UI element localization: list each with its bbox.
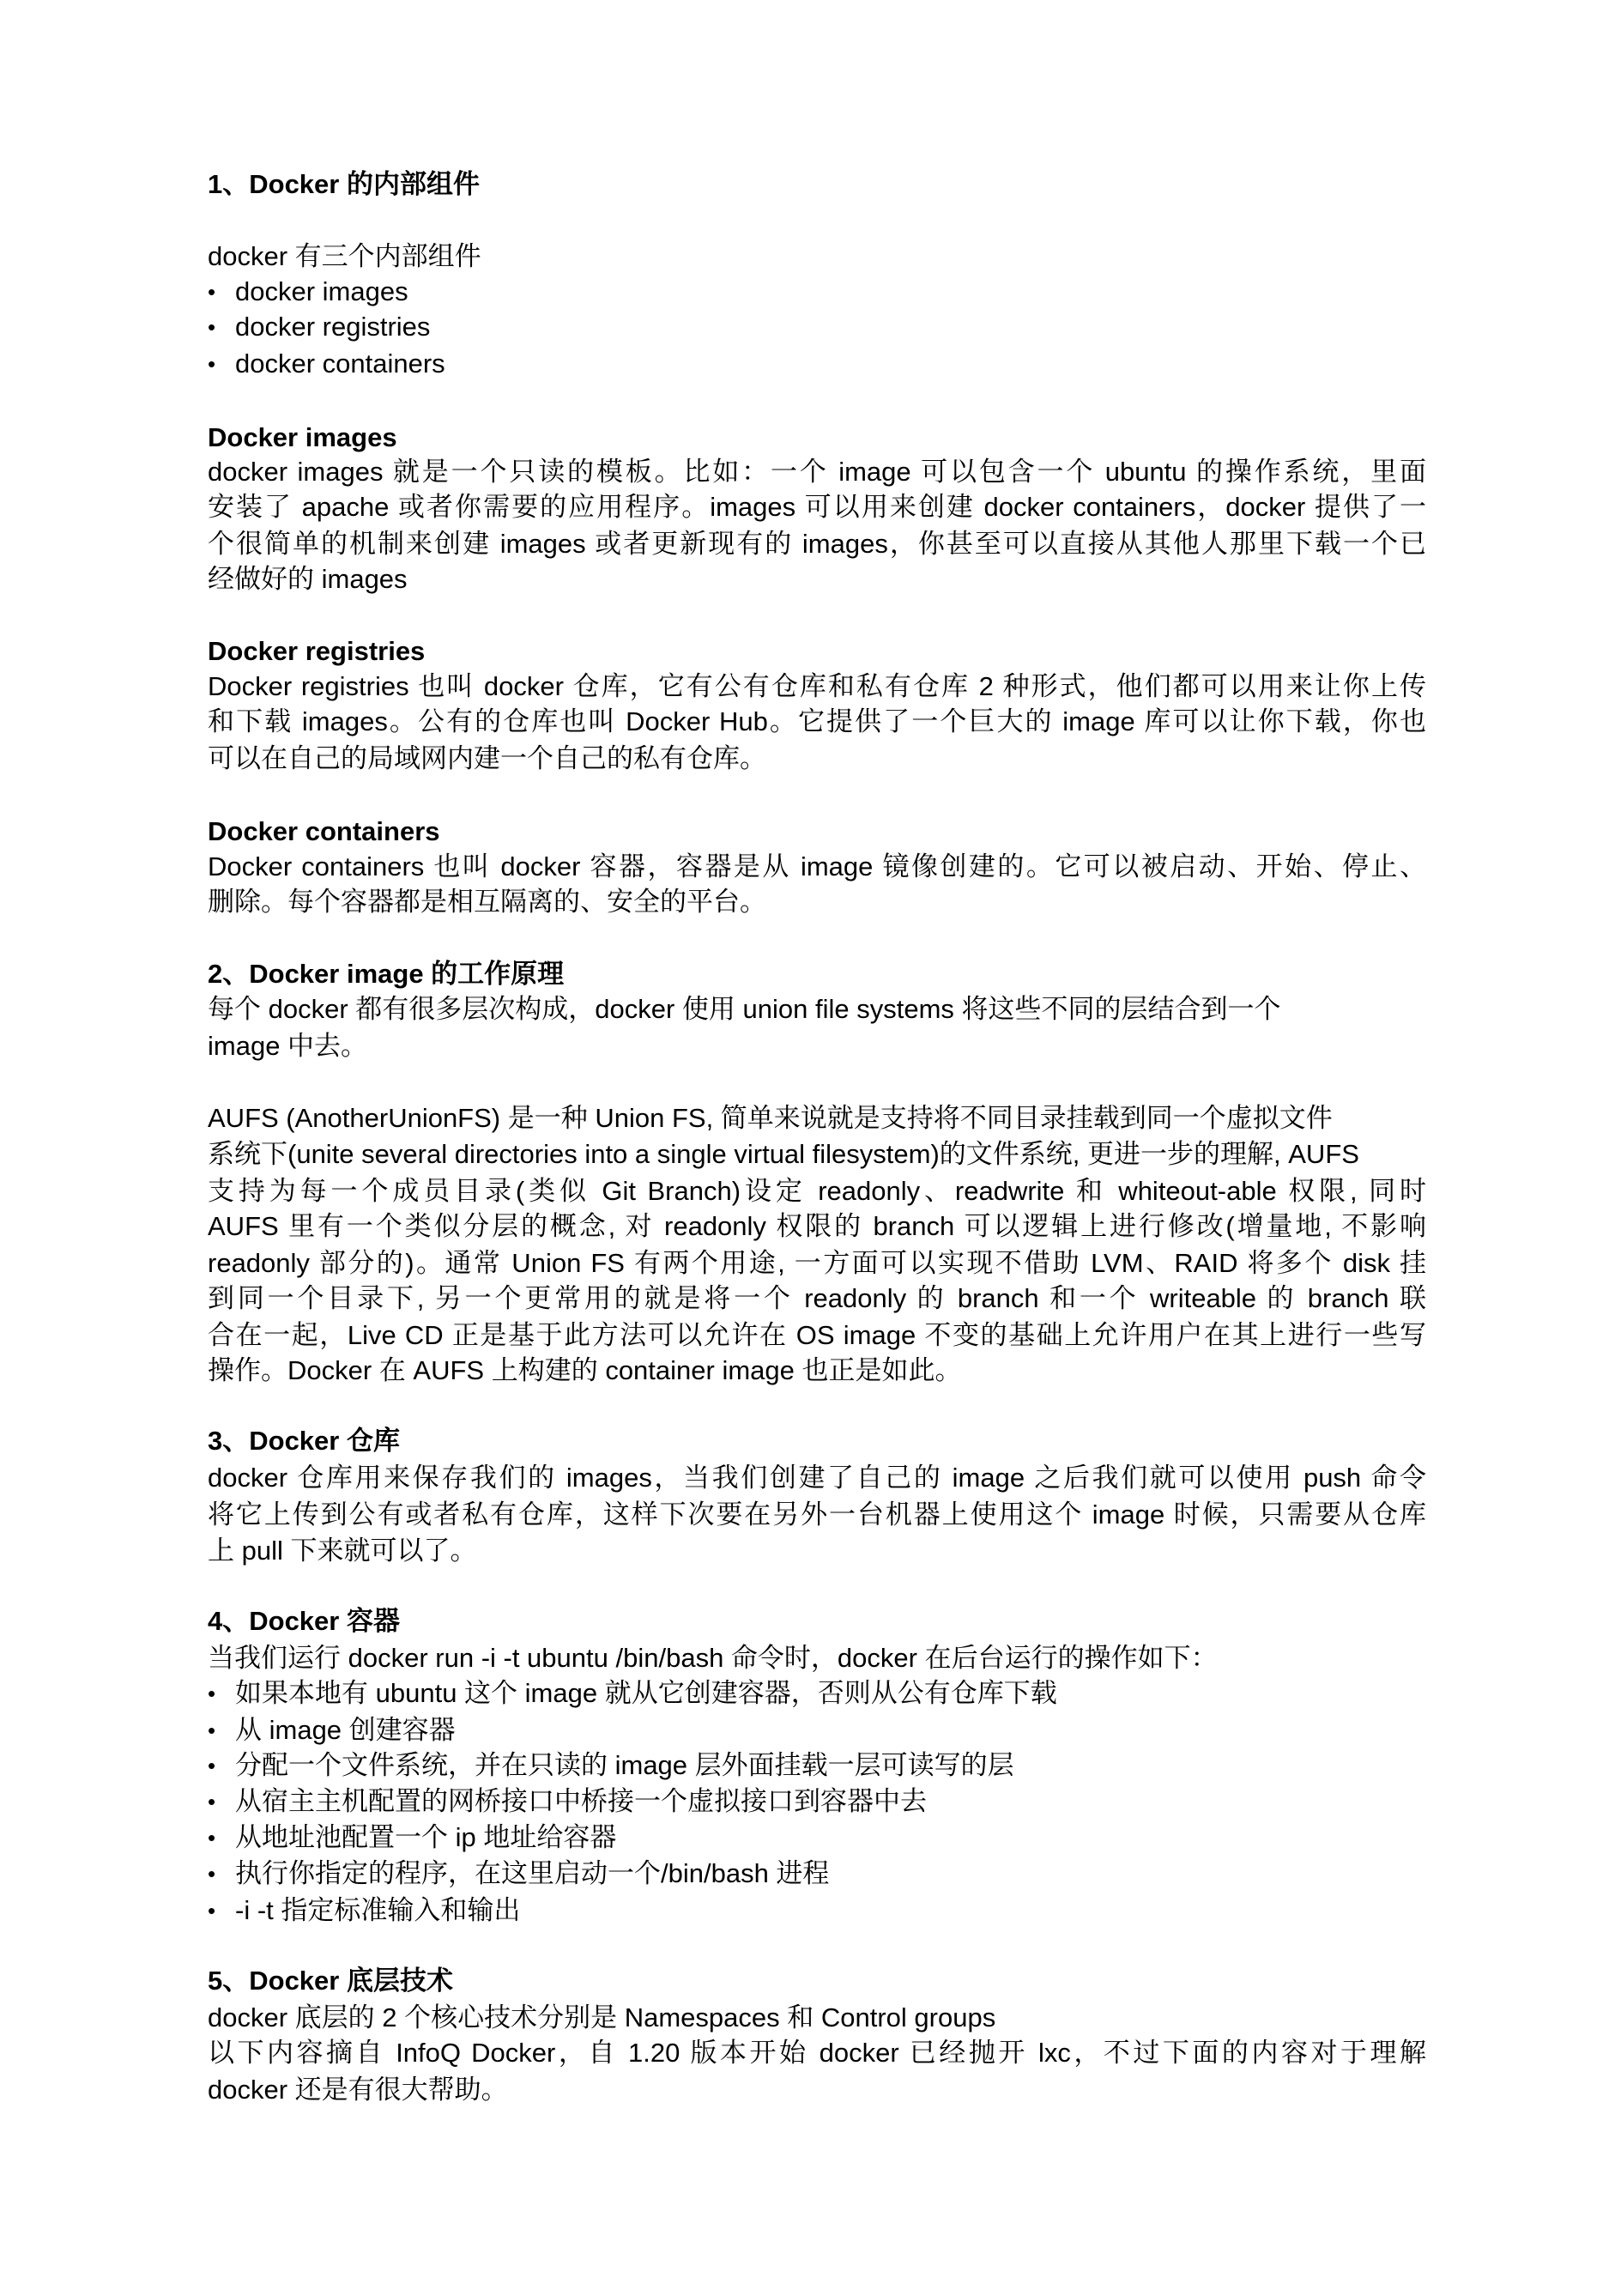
bullet-icon: •	[208, 1825, 216, 1851]
paragraph-line	[208, 561, 1426, 597]
line-text: docker 底层的 2 个核心技术分别是 Namespaces 和 Control groups	[208, 2002, 996, 2032]
paragraph-line	[208, 1353, 1426, 1389]
paragraph-line	[208, 1318, 1426, 1354]
bullet-item	[208, 1820, 1426, 1856]
line-text: 安装了 apache 或者你需要的应用程序。images 可以用来创建 docker containers，docker 提供了一	[208, 492, 1426, 522]
bullet-icon: •	[208, 1681, 216, 1706]
line-text: docker 还是有很大帮助。	[208, 2075, 508, 2105]
line-text: 可以在自己的局域网内建一个自己的私有仓库。	[208, 743, 766, 773]
line-text: 支持为每一个成员目录(类似 Git Branch)设定 readonly、readwrite 和 whiteout-able 权限, 同时	[208, 1176, 1426, 1206]
section-heading	[208, 167, 1426, 203]
bullet-item	[208, 1748, 1426, 1784]
paragraph-line	[208, 489, 1426, 525]
line-text: -i -t 指定标准输入和输出	[235, 1895, 521, 1925]
line-text: 当我们运行 docker run -i -t ubuntu /bin/bash 命令时，docker 在后台运行的操作如下：	[208, 1643, 1218, 1673]
bullet-item	[208, 1856, 1426, 1892]
paragraph-line	[208, 704, 1426, 740]
section-heading	[208, 633, 1426, 669]
paragraph-line	[208, 2000, 1426, 2036]
paragraph-line	[208, 1245, 1426, 1281]
line-text: readonly 部分的)。通常 Union FS 有两个用途, 一方面可以实现不借助 LVM、RAID 将多个 disk 挂	[208, 1248, 1426, 1278]
line-text: 和下载 images。公有的仓库也叫 Docker Hub。它提供了一个巨大的 image 库可以让你下载，你也	[208, 706, 1426, 736]
line-text: AUFS (AnotherUnionFS) 是一种 Union FS, 简单来说就是支持将不同目录挂载到同一个虚拟文件	[208, 1103, 1333, 1133]
line-text: 5、Docker 底层技术	[208, 1966, 453, 1996]
line-text: 3、Docker 仓库	[208, 1426, 400, 1456]
line-text: 系统下(unite several directories into a single virtual filesystem)的文件系统, 更进一步的理解, AUFS	[208, 1139, 1359, 1169]
paragraph-line	[208, 1533, 1426, 1569]
paragraph-line	[208, 239, 1426, 275]
bullet-item	[208, 1784, 1426, 1820]
bullet-item	[208, 309, 1426, 345]
section-heading	[208, 1603, 1426, 1639]
line-text: 1、Docker 的内部组件	[208, 169, 480, 199]
line-text: 操作。Docker 在 AUFS 上构建的 container image 也正是如此。	[208, 1355, 962, 1385]
line-text: 将它上传到公有或者私有仓库，这样下次要在另外一台机器上使用这个 image 时候，只需要从仓库	[208, 1499, 1426, 1530]
line-text: Docker images	[208, 422, 397, 452]
paragraph-line	[208, 1100, 1426, 1136]
line-text: 2、Docker image 的工作原理	[208, 959, 565, 989]
line-text: docker images	[235, 276, 408, 306]
line-text: docker images 就是一个只读的模板。比如：一个 image 可以包含一个 ubuntu 的操作系统，里面	[208, 457, 1426, 487]
bullet-icon: •	[208, 1861, 216, 1887]
paragraph-line	[208, 1209, 1426, 1245]
paragraph-line	[208, 669, 1426, 705]
bullet-icon: •	[208, 1753, 216, 1778]
line-text: Docker registries 也叫 docker 仓库，它有公有仓库和私有仓库 2 种形式，他们都可以用来让你上传	[208, 671, 1426, 701]
bullet-icon: •	[208, 1789, 216, 1814]
bullet-icon: •	[208, 1717, 216, 1743]
line-text: 分配一个文件系统，并在只读的 image 层外面挂载一层可读写的层	[235, 1750, 1014, 1780]
paragraph-line	[208, 991, 1426, 1027]
paragraph-line	[208, 454, 1426, 490]
section-heading	[208, 1963, 1426, 1999]
bullet-item	[208, 1893, 1426, 1929]
line-text: 执行你指定的程序，在这里启动一个/bin/bash 进程	[235, 1858, 830, 1888]
bullet-item	[208, 274, 1426, 310]
line-text: 经做好的 images	[208, 564, 408, 594]
section-heading	[208, 1423, 1426, 1459]
line-text: 到同一个目录下, 另一个更常用的就是将一个 readonly 的 branch 和一个 writeable 的 branch 联	[208, 1283, 1426, 1313]
section-heading	[208, 420, 1426, 456]
line-text: 合在一起，Live CD 正是基于此方法可以允许在 OS image 不变的基础上允许用户在其上进行一些写	[208, 1320, 1426, 1350]
section-heading	[208, 956, 1426, 992]
line-text: docker containers	[235, 348, 445, 379]
bullet-icon: •	[208, 351, 216, 377]
line-text: 上 pull 下来就可以了。	[208, 1536, 477, 1566]
paragraph-line	[208, 741, 1426, 777]
bullet-item	[208, 1712, 1426, 1748]
paragraph-line	[208, 884, 1426, 920]
line-text: Docker registries	[208, 636, 426, 666]
line-text: Docker containers 也叫 docker 容器，容器是从 image 镜像创建的。它可以被启动、开始、停止、	[208, 851, 1426, 881]
paragraph-line	[208, 1173, 1426, 1209]
paragraph-line	[208, 1640, 1426, 1676]
paragraph-line	[208, 849, 1426, 885]
line-text: 从地址池配置一个 ip 地址给容器	[235, 1822, 617, 1852]
line-text: 从 image 创建容器	[235, 1715, 456, 1745]
paragraph-line	[208, 1497, 1426, 1533]
paragraph-line	[208, 526, 1426, 562]
line-text: docker 有三个内部组件	[208, 241, 481, 271]
paragraph-line	[208, 2035, 1426, 2071]
line-text: Docker containers	[208, 816, 440, 846]
line-text: 如果本地有 ubuntu 这个 image 就从它创建容器，否则从公有仓库下载	[235, 1678, 1057, 1708]
line-text: 从宿主主机配置的网桥接口中桥接一个虚拟接口到容器中去	[235, 1786, 927, 1816]
line-text: 删除。每个容器都是相互隔离的、安全的平台。	[208, 887, 766, 917]
bullet-icon: •	[208, 1898, 216, 1923]
bullet-icon: •	[208, 314, 216, 340]
line-text: docker 仓库用来保存我们的 images，当我们创建了自己的 image 之后我们就可以使用 push 命令	[208, 1463, 1426, 1493]
paragraph-line	[208, 1460, 1426, 1496]
line-text: 个很简单的机制来创建 images 或者更新现有的 images，你甚至可以直接从其他人那里下载一个已	[208, 529, 1426, 559]
line-text: 以下内容摘自 InfoQ Docker，自 1.20 版本开始 docker 已经抛开 lxc，不过下面的内容对于理解	[208, 2038, 1426, 2068]
paragraph-line	[208, 1028, 1426, 1064]
paragraph-line	[208, 2072, 1426, 2108]
bullet-item	[208, 346, 1426, 382]
line-text: image 中去。	[208, 1031, 368, 1061]
line-text: 每个 docker 都有很多层次构成，docker 使用 union file systems 将这些不同的层结合到一个	[208, 994, 1281, 1024]
bullet-icon: •	[208, 279, 216, 305]
bullet-item	[208, 1675, 1426, 1711]
section-heading	[208, 814, 1426, 850]
paragraph-line	[208, 1281, 1426, 1317]
paragraph-line	[208, 1136, 1426, 1172]
line-text: 4、Docker 容器	[208, 1606, 400, 1636]
line-text: AUFS 里有一个类似分层的概念, 对 readonly 权限的 branch 可以逻辑上进行修改(增量地, 不影响	[208, 1211, 1426, 1241]
line-text: docker registries	[235, 312, 431, 342]
